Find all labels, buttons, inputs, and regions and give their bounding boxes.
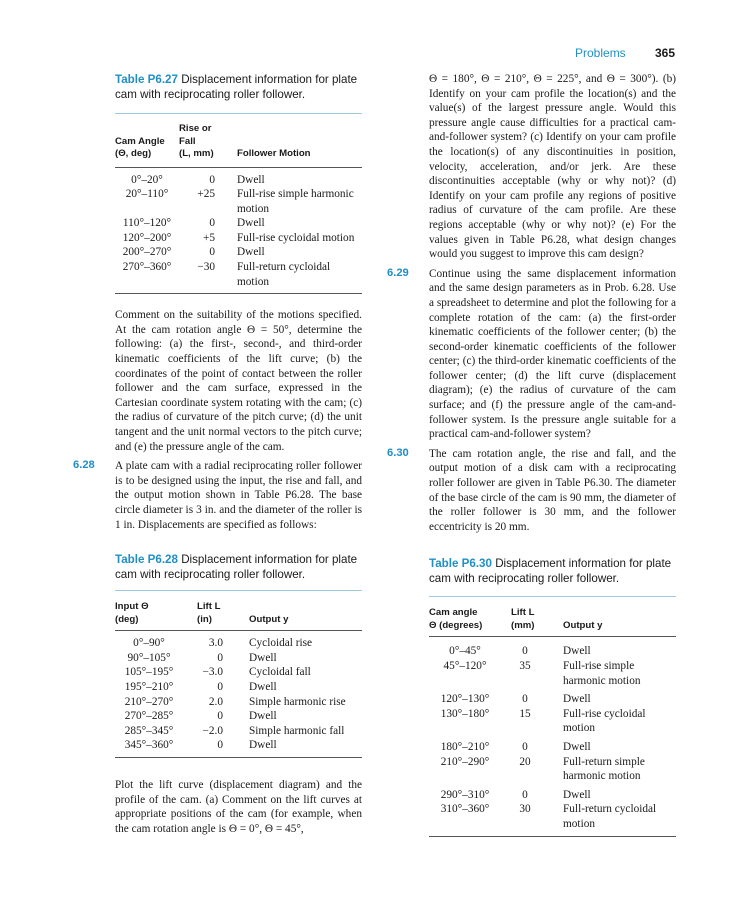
problem-6-29 <box>387 266 676 442</box>
p628-continuation: Θ = 180°, Θ = 210°, Θ = 225°, and Θ = 300°). (b) Identify on your cam profile the location(s) and the value(s) of the largest pressure angle. Would this pressure angle cause difficulties for a practical cam-and-follower system? (c) Identify on your cam profile the location(s) of any discontinuities in position, velocity, acceleration, and/or jerk. Are these discontinuities acceptable (why or why not)? (d) Identify on your cam profile any regions of positive radius of curvature of the cam profile. Are these regions acceptable (why or why not)? (e) For the values given in Table P6.28, what design changes would you suggest to improve this cam design? <box>429 73 676 261</box>
table-p628-caption: Table P6.28 Displacement information for plate cam with reciprocating roller follower. <box>115 553 358 582</box>
table-row: 45°–120° 35 Full-rise simple harmonic motion <box>443 660 641 687</box>
table-row: 290°–310° 0 Dwell <box>440 788 591 801</box>
table-row: 120°–130° 0 Dwell <box>440 693 591 706</box>
problem-text: Continue using the same displacement information and the same design parameters as in Prob. 6.28. Use a spreadsheet to determine and plot the following for a complete rotation of the cam: (a) the first-order kinematic coefficients of the follower center; (b) the second-order kinematic coefficients of the follower center; (c) the third-order kinematic coefficients of the follower center; (d) the lift curve (displacement diagram); (e) the radius of curvature of the cam surface; and (f) the pressure angle of the cam-and-follower system. Is the pressure angle suitable for a practical cam-and-follower system? <box>429 267 676 441</box>
table-p627-col3-header: Follower Motion <box>237 148 311 159</box>
table-row: 180°–210° 0 Dwell <box>440 740 591 753</box>
table-p630-col3-header: Output y <box>563 619 603 631</box>
table-row: 120°–200° +5 Full-rise cycloidal motion <box>122 231 355 244</box>
table-p627-col2-header: Rise or Fall (L, mm) <box>179 123 214 159</box>
problem-text: The cam rotation angle, the rise and fall, and the output motion of a disk cam with a reciprocating roller follower are given in Table P6.30. The diameter of the base circle of the cam is 90 mm, the diameter of the roller follower is 30 mm, and the follower eccentricity is 20 mm. <box>429 447 676 533</box>
table-p630-col1-header: Cam angle Θ (degrees) <box>429 607 483 631</box>
problem-number: 6.28 <box>73 459 95 472</box>
page-header <box>0 46 737 66</box>
p627-body: Comment on the suitability of the motions specified. At the cam rotation angle Θ = 50°, determine the following: (a) the first-, second-, and third-order kinematic coefficients of the lift curve; (b) the coordinates of the point of contact between the roller follower and the cam surface, expressed in the Cartesian coordinate system rotating with the cam; (c) the radius of curvature of the pitch curve; (d) the unit tangent and the unit normal vectors to the pitch curve; and (e) the pressure angle of the cam. <box>115 309 362 453</box>
table-p627-col1-header: Cam Angle (Θ, deg) <box>115 135 165 159</box>
table-row: 90°–105° 0 Dwell <box>127 651 277 664</box>
table-p628-col1-header: Input Θ (deg) <box>115 601 149 625</box>
table-row: 210°–270° 2.0 Simple harmonic rise <box>124 695 346 708</box>
table-row: 210°–290° 20 Full-return simple harmonic motion <box>440 755 645 783</box>
table-row: 110°–120° 0 Dwell <box>122 217 265 230</box>
table-p630-caption: Table P6.30 Displacement information for plate cam with reciprocating roller follower. <box>429 557 672 586</box>
table-p627 <box>115 123 362 289</box>
problem-number: 6.29 <box>387 266 409 279</box>
table-row: 0°–20° 0 Dwell <box>131 173 265 186</box>
table-row: 270°–285° 0 Dwell <box>124 710 277 723</box>
problem-6-28 <box>73 459 362 532</box>
p628-body: Plot the lift curve (displacement diagram) and the profile of the cam. (a) Comment on the lift curves at appropriate positions of the cam (for example, when the cam rotation angle is Θ = 0°, Θ = 45°, <box>115 778 362 835</box>
table-p628-col2-header: Lift L (in) <box>197 601 221 625</box>
table-row: 345°–360° 0 Dwell <box>124 739 277 752</box>
left-column <box>73 72 362 836</box>
table-row: 0°–90° 3.0 Cycloidal rise <box>133 637 313 650</box>
problem-6-30 <box>387 446 676 535</box>
problem-text: A plate cam with a radial reciprocating roller follower is to be designed using the input, the rise and fall, and the output motion shown in Table P6.28. The base circle diameter is 3 in. and the diameter of the roller is 1 in. Displacements are specified as follows: <box>115 460 362 531</box>
table-p627-caption: Table P6.27 Displacement information for plate cam with reciprocating roller follower. <box>115 73 358 101</box>
table-row: 310°–360° 30 Full-return cycloidal motion <box>440 803 657 830</box>
table-p630-col2-header: Lift L (mm) <box>511 607 535 631</box>
section-title: Problems <box>575 46 626 60</box>
table-row: 270°–360° −30 Full-return cycloidal motion <box>122 261 331 288</box>
right-column <box>387 72 676 837</box>
table-row: 105°–195° −3.0 Cycloidal fall <box>124 666 311 679</box>
table-p628-col3-header: Output y <box>249 613 289 625</box>
table-row: 0°–45° 0 Dwell <box>449 645 591 658</box>
table-row: 195°–210° 0 Dwell <box>124 680 277 693</box>
table-p628 <box>115 600 362 753</box>
table-row: 200°–270° 0 Dwell <box>122 246 265 259</box>
page-number: 365 <box>655 46 676 60</box>
table-row: 285°–345° −2.0 Simple harmonic fall <box>124 724 345 737</box>
table-row: 20°–110° +25 Full-rise simple harmonic motion <box>125 188 354 215</box>
table-row: 130°–180° 15 Full-rise cycloidal motion <box>440 707 646 735</box>
problem-number: 6.30 <box>387 446 409 459</box>
table-p630 <box>429 606 676 831</box>
